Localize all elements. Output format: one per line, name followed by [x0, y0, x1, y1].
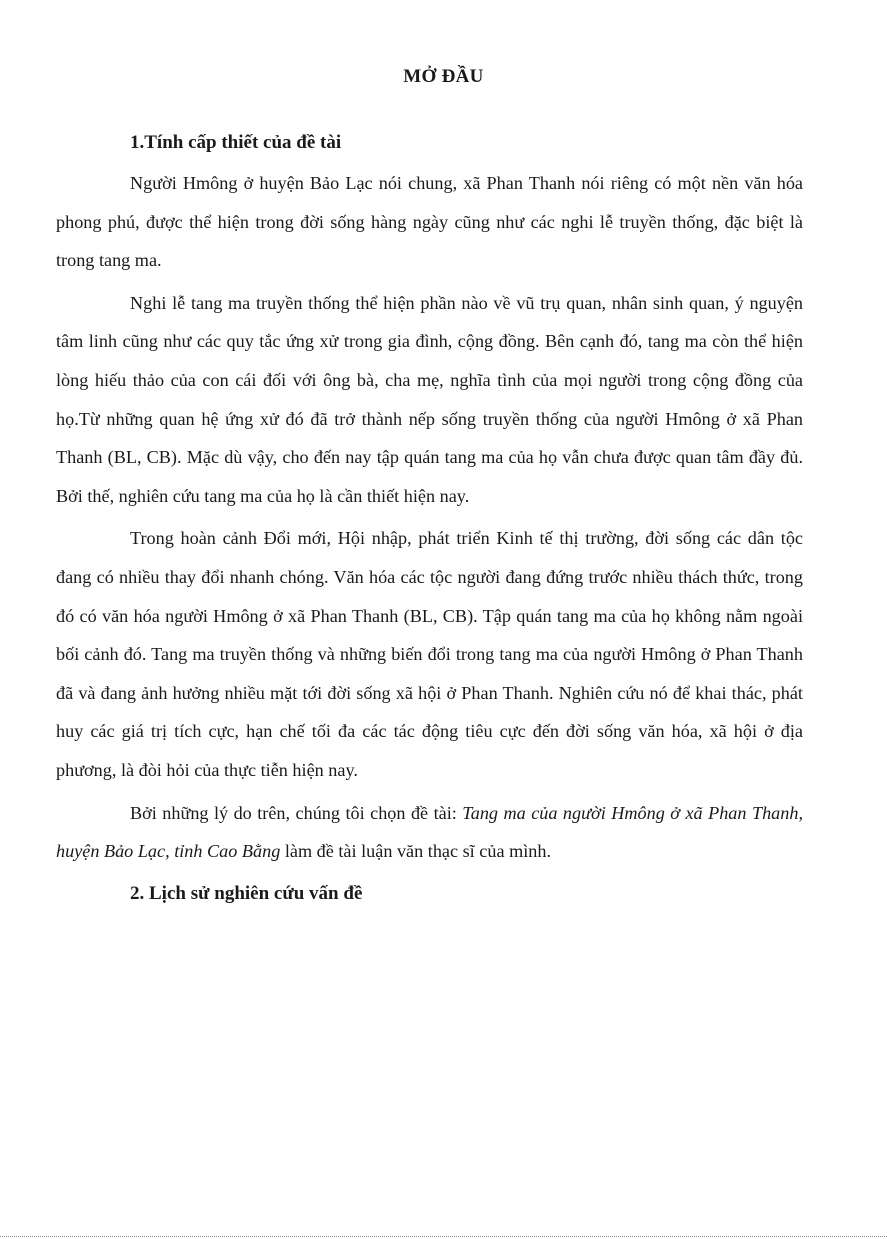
paragraph-4-tail: làm đề tài luận văn thạc sĩ của mình. — [280, 841, 552, 862]
section-heading-2: 2. Lịch sử nghiên cứu vấn đề — [130, 882, 363, 904]
paragraph-2: Nghi lễ tang ma truyền thống thể hiện phần nào về vũ trụ quan, nhân sinh quan, ý nguyện tâm linh cũng như các quy tắc ứng xử trong gia đình, cộng đồng. Bên cạnh đó, tang ma còn thể hiện lòng hiếu thảo của con cái đối với ông bà, cha mẹ, nghĩa tình của mọi người trong cộng đồng của họ.Từ những quan hệ ứng xử đó đã trở thành nếp sống truyền thống của người Hmông ở xã Phan Thanh (BL, CB). Mặc dù vậy, cho đến nay tập quán tang ma của họ vẫn chưa được quan tâm đầy đủ. Bởi thế, nghiên cứu tang ma của họ là cần thiết hiện nay. — [56, 292, 803, 506]
thesis-title-italic: Tang ma của người Hmông ở xã Phan Thanh, huyện Bảo Lạc, tỉnh Cao Bằng — [56, 802, 803, 862]
paragraph-1: Người Hmông ở huyện Bảo Lạc nói chung, xã Phan Thanh nói riêng có một nền văn hóa phong phú, được thể hiện trong đời sống hàng ngày cũng như các nghi lễ truyền thống, đặc biệt là trong tang ma. — [56, 173, 803, 271]
page-bottom-divider — [0, 1236, 887, 1237]
page-title: MỞ ĐẦU — [403, 66, 484, 87]
paragraph-4 — [56, 794, 803, 871]
section-heading-1: 1.Tính cấp thiết của đề tài — [130, 132, 342, 153]
paragraph-3: Trong hoàn cảnh Đổi mới, Hội nhập, phát triển Kinh tế thị trường, đời sống các dân tộc đang có nhiều thay đổi nhanh chóng. Văn hóa các tộc người đang đứng trước nhiều thách thức, trong đó có văn hóa người Hmông ở xã Phan Thanh (BL, CB). Tập quán tang ma của họ không nằm ngoài bối cảnh đó. Tang ma truyền thống và những biến đổi trong tang ma của người Hmông ở Phan Thanh đã và đang ảnh hưởng nhiều mặt tới đời sống xã hội ở Phan Thanh. Nghiên cứu nó để khai thác, phát huy các giá trị tích cực, hạn chế tối đa các tác động tiêu cực đến đời sống văn hóa, xã hội ở địa phương, là đòi hỏi của thực tiễn hiện nay. — [56, 528, 803, 780]
paragraph-4-lead: Bởi những lý do trên, chúng tôi chọn đề tài: — [130, 802, 463, 823]
